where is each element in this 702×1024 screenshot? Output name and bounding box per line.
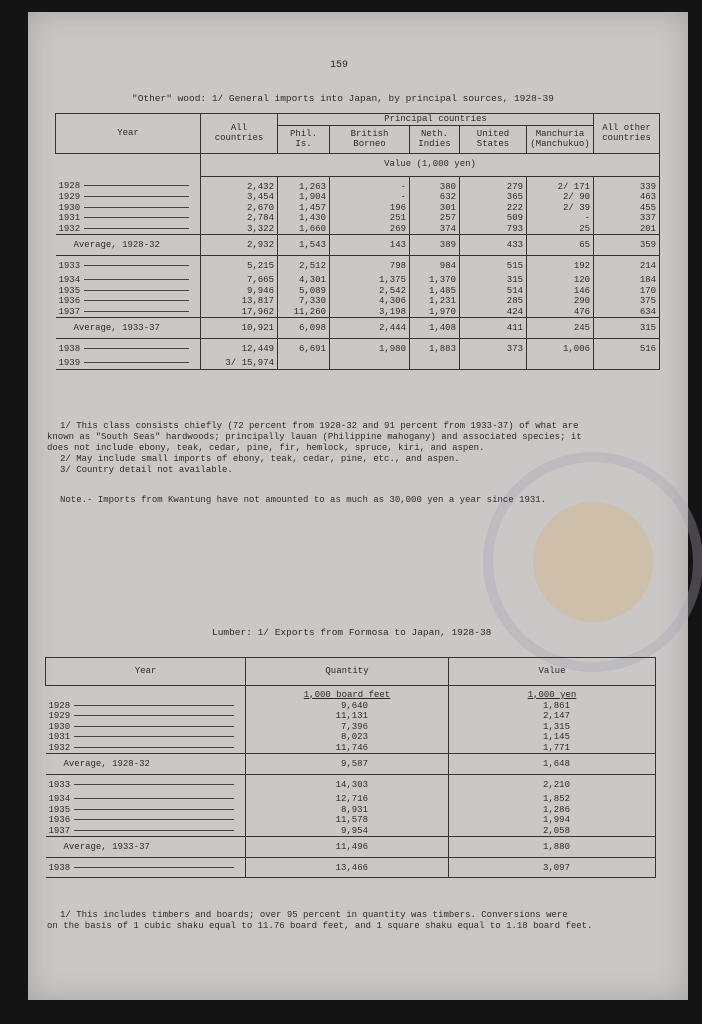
table-cell: 17,962 <box>201 307 278 318</box>
table-row <box>56 318 660 339</box>
header-neth-indies: Neth. Indies <box>410 125 460 153</box>
table-cell: 455 <box>594 203 660 214</box>
table-cell: 793 <box>460 224 527 235</box>
lumber-footnote-a: 1/ This includes timbers and boards; over 95 percent in quantity was timbers. Conversions were <box>60 910 568 920</box>
table-cell: - <box>330 192 410 203</box>
table-row <box>56 203 660 214</box>
table-cell: 170 <box>594 286 660 297</box>
table-cell: 11,578 <box>246 815 449 826</box>
row-label: 1936 <box>56 296 201 307</box>
table-cell: 634 <box>594 307 660 318</box>
table-cell: 5,089 <box>278 286 330 297</box>
table-cell: 1,231 <box>410 296 460 307</box>
table-cell: 380 <box>410 176 460 192</box>
row-label: 1932 <box>56 224 201 235</box>
table-cell: 10,921 <box>201 318 278 339</box>
table-row <box>46 722 656 733</box>
table-row <box>46 754 656 775</box>
table-cell: 11,131 <box>246 711 449 722</box>
table-cell <box>330 358 410 369</box>
row-label: 1936 <box>46 815 246 826</box>
table2-title: Lumber: 1/ Exports from Formosa to Japan, 1928-38 <box>212 627 492 638</box>
header-unit: Value (1,000 yen) <box>201 153 660 176</box>
footnote-1c: does not include ebony, teak, cedar, pine, fir, hemlock, spruce, kiri, and aspen. <box>47 443 485 453</box>
footnote-1a: 1/ This class consists chiefly (72 percent from 1928-32 and 91 percent from 1933-37) of what are <box>60 421 579 431</box>
table-cell: 375 <box>594 296 660 307</box>
table-cell: 1,145 <box>449 732 656 743</box>
table-cell: 516 <box>594 338 660 358</box>
table1-title: "Other" wood: 1/ General imports into Japan, by principal sources, 1928-39 <box>132 93 554 104</box>
table-cell: 184 <box>594 275 660 286</box>
row-label: 1937 <box>46 826 246 837</box>
quantity-unit: 1,000 board feet <box>303 690 391 700</box>
table-cell: 2,542 <box>330 286 410 297</box>
footnote-1b: known as "South Seas" hardwoods; principally lauan (Philippine mahogany) and associated species; it <box>47 432 582 442</box>
table-cell: 798 <box>330 255 410 275</box>
table-cell: 290 <box>527 296 594 307</box>
table-cell: 1,370 <box>410 275 460 286</box>
table-cell: 222 <box>460 203 527 214</box>
table-cell: 279 <box>460 176 527 192</box>
table-cell: 3,097 <box>449 857 656 878</box>
row-label: 1935 <box>46 805 246 816</box>
table-row <box>56 286 660 297</box>
table-row <box>56 213 660 224</box>
table-row <box>56 176 660 192</box>
header-phil: Phil. Is. <box>278 125 330 153</box>
row-label: 1939 <box>56 358 201 369</box>
table-cell: 1,408 <box>410 318 460 339</box>
table-cell: 514 <box>460 286 527 297</box>
row-label: 1934 <box>56 275 201 286</box>
table-row <box>46 774 656 794</box>
header-year: Year <box>46 658 246 686</box>
table-cell: 1,904 <box>278 192 330 203</box>
page-number: 159 <box>330 60 349 71</box>
table-cell: 5,215 <box>201 255 278 275</box>
table-row <box>56 338 660 358</box>
table-cell: 301 <box>410 203 460 214</box>
header-principal: Principal countries <box>278 114 594 126</box>
table-cell: 146 <box>527 286 594 297</box>
table-cell: 337 <box>594 213 660 224</box>
row-label: Average, 1928-32 <box>56 235 201 256</box>
table-cell: 4,306 <box>330 296 410 307</box>
table-row <box>46 837 656 858</box>
table-cell: 1,880 <box>449 837 656 858</box>
table-cell: 6,691 <box>278 338 330 358</box>
row-label: Average, 1933-37 <box>46 837 246 858</box>
header-all-other: All other countries <box>594 114 660 154</box>
table-cell: 339 <box>594 176 660 192</box>
table-cell: 1,430 <box>278 213 330 224</box>
table-cell <box>410 358 460 369</box>
table-cell: 1,994 <box>449 815 656 826</box>
table-cell: 269 <box>330 224 410 235</box>
table-row <box>46 857 656 878</box>
table-cell: 12,449 <box>201 338 278 358</box>
table-cell: 411 <box>460 318 527 339</box>
header-all-countries: All countries <box>201 114 278 154</box>
table-cell: 2,670 <box>201 203 278 214</box>
table-cell: 120 <box>527 275 594 286</box>
table-cell: 2,512 <box>278 255 330 275</box>
row-label: 1935 <box>56 286 201 297</box>
table-cell: 9,954 <box>246 826 449 837</box>
header-united-states: United States <box>460 125 527 153</box>
table-cell: 373 <box>460 338 527 358</box>
table-cell: 2,147 <box>449 711 656 722</box>
row-label: 1930 <box>46 722 246 733</box>
table-cell: 1,263 <box>278 176 330 192</box>
table-cell: 2,432 <box>201 176 278 192</box>
row-label: 1931 <box>56 213 201 224</box>
table-cell: 315 <box>460 275 527 286</box>
header-value: Value <box>449 658 656 686</box>
table-cell: 257 <box>410 213 460 224</box>
table-cell: 476 <box>527 307 594 318</box>
table-row <box>56 192 660 203</box>
lumber-footnote-b: on the basis of 1 cubic shaku equal to 11.76 board feet, and 1 square shaku equal to 1.18 board feet. <box>47 921 593 931</box>
header-manchuria: Manchuria (Manchukuo) <box>527 125 594 153</box>
table-row <box>56 358 660 369</box>
table-cell: 9,587 <box>246 754 449 775</box>
table-cell: 1,375 <box>330 275 410 286</box>
table-cell: 11,496 <box>246 837 449 858</box>
table-cell: 1,286 <box>449 805 656 816</box>
table-cell: 192 <box>527 255 594 275</box>
table-row <box>56 296 660 307</box>
table-cell: 632 <box>410 192 460 203</box>
header-quantity: Quantity <box>246 658 449 686</box>
table-cell <box>594 358 660 369</box>
table-cell: 9,946 <box>201 286 278 297</box>
table-row <box>56 235 660 256</box>
table-cell: 2/ 39 <box>527 203 594 214</box>
table-cell <box>527 358 594 369</box>
table-cell: 365 <box>460 192 527 203</box>
table-cell: - <box>330 176 410 192</box>
table-cell: 2,444 <box>330 318 410 339</box>
table-cell: 214 <box>594 255 660 275</box>
table-cell <box>460 358 527 369</box>
table-row <box>46 805 656 816</box>
table-cell <box>278 358 330 369</box>
table-cell: 13,466 <box>246 857 449 878</box>
table-cell: 3,322 <box>201 224 278 235</box>
table-cell: 463 <box>594 192 660 203</box>
row-label: 1938 <box>46 857 246 878</box>
row-label: 1929 <box>46 711 246 722</box>
table-cell: 11,260 <box>278 307 330 318</box>
row-label: 1931 <box>46 732 246 743</box>
table-cell: 1,883 <box>410 338 460 358</box>
table-row <box>46 826 656 837</box>
table-row <box>46 794 656 805</box>
row-label: 1934 <box>46 794 246 805</box>
footnote-3: 3/ Country detail not available. <box>60 465 233 475</box>
table-cell: 374 <box>410 224 460 235</box>
table-cell: 3/ 15,974 <box>201 358 278 369</box>
row-label: 1937 <box>56 307 201 318</box>
lumber-table <box>45 657 656 878</box>
table-row <box>46 732 656 743</box>
table-cell: 1,970 <box>410 307 460 318</box>
header-british-borneo: British Borneo <box>330 125 410 153</box>
table-cell: 285 <box>460 296 527 307</box>
table-cell: 1,485 <box>410 286 460 297</box>
table-cell: 4,301 <box>278 275 330 286</box>
row-label: Average, 1928-32 <box>46 754 246 775</box>
table-cell: 143 <box>330 235 410 256</box>
table-cell: 1,861 <box>449 701 656 712</box>
table-cell: 509 <box>460 213 527 224</box>
table-cell: 389 <box>410 235 460 256</box>
table-cell: 14,303 <box>246 774 449 794</box>
table-cell: 7,665 <box>201 275 278 286</box>
table-cell: 7,330 <box>278 296 330 307</box>
table-cell: 65 <box>527 235 594 256</box>
table-cell: 1,660 <box>278 224 330 235</box>
table-cell: 251 <box>330 213 410 224</box>
table-row <box>56 307 660 318</box>
table-cell: 8,931 <box>246 805 449 816</box>
table-row <box>46 743 656 754</box>
table-cell: 1,543 <box>278 235 330 256</box>
imports-table <box>55 113 660 370</box>
table-cell: 1,852 <box>449 794 656 805</box>
row-label: 1933 <box>46 774 246 794</box>
row-label: 1928 <box>56 176 201 192</box>
table-cell: 2,784 <box>201 213 278 224</box>
table-cell: 1,980 <box>330 338 410 358</box>
table-cell: 12,716 <box>246 794 449 805</box>
table-cell: 2,058 <box>449 826 656 837</box>
value-unit: 1,000 yen <box>527 690 577 700</box>
table-cell: 7,396 <box>246 722 449 733</box>
table-cell: 196 <box>330 203 410 214</box>
table-cell: 1,006 <box>527 338 594 358</box>
table-cell: 2,210 <box>449 774 656 794</box>
row-label: 1933 <box>56 255 201 275</box>
table-row <box>56 255 660 275</box>
table-cell: 2/ 171 <box>527 176 594 192</box>
header-year: Year <box>56 114 201 154</box>
table-cell: 315 <box>594 318 660 339</box>
row-label: 1929 <box>56 192 201 203</box>
table-cell: - <box>527 213 594 224</box>
table-cell: 1,648 <box>449 754 656 775</box>
table-row <box>46 815 656 826</box>
table-cell: 2/ 90 <box>527 192 594 203</box>
table-cell: 6,098 <box>278 318 330 339</box>
table-row <box>56 275 660 286</box>
table-cell: 25 <box>527 224 594 235</box>
table-cell: 424 <box>460 307 527 318</box>
table-cell: 3,198 <box>330 307 410 318</box>
table-cell: 2,932 <box>201 235 278 256</box>
table-cell: 8,023 <box>246 732 449 743</box>
table-cell: 984 <box>410 255 460 275</box>
row-label: Average, 1933-37 <box>56 318 201 339</box>
table1-note: Note.- Imports from Kwantung have not amounted to as much as 30,000 yen a year since 1931. <box>60 495 547 505</box>
table-cell: 3,454 <box>201 192 278 203</box>
table-cell: 1,457 <box>278 203 330 214</box>
table-cell: 1,315 <box>449 722 656 733</box>
table-cell: 9,640 <box>246 701 449 712</box>
table-row <box>56 224 660 235</box>
table-cell: 201 <box>594 224 660 235</box>
table-row <box>46 701 656 712</box>
university-seal-watermark <box>483 452 702 672</box>
table-cell: 13,817 <box>201 296 278 307</box>
row-label: 1930 <box>56 203 201 214</box>
table-cell: 359 <box>594 235 660 256</box>
footnote-2: 2/ May include small imports of ebony, teak, cedar, pine, etc., and aspen. <box>60 454 460 464</box>
table-cell: 1,771 <box>449 743 656 754</box>
row-label: 1932 <box>46 743 246 754</box>
table-cell: 11,746 <box>246 743 449 754</box>
table-cell: 245 <box>527 318 594 339</box>
row-label: 1938 <box>56 338 201 358</box>
table-cell: 515 <box>460 255 527 275</box>
row-label: 1928 <box>46 701 246 712</box>
table-cell: 433 <box>460 235 527 256</box>
table-row <box>46 711 656 722</box>
